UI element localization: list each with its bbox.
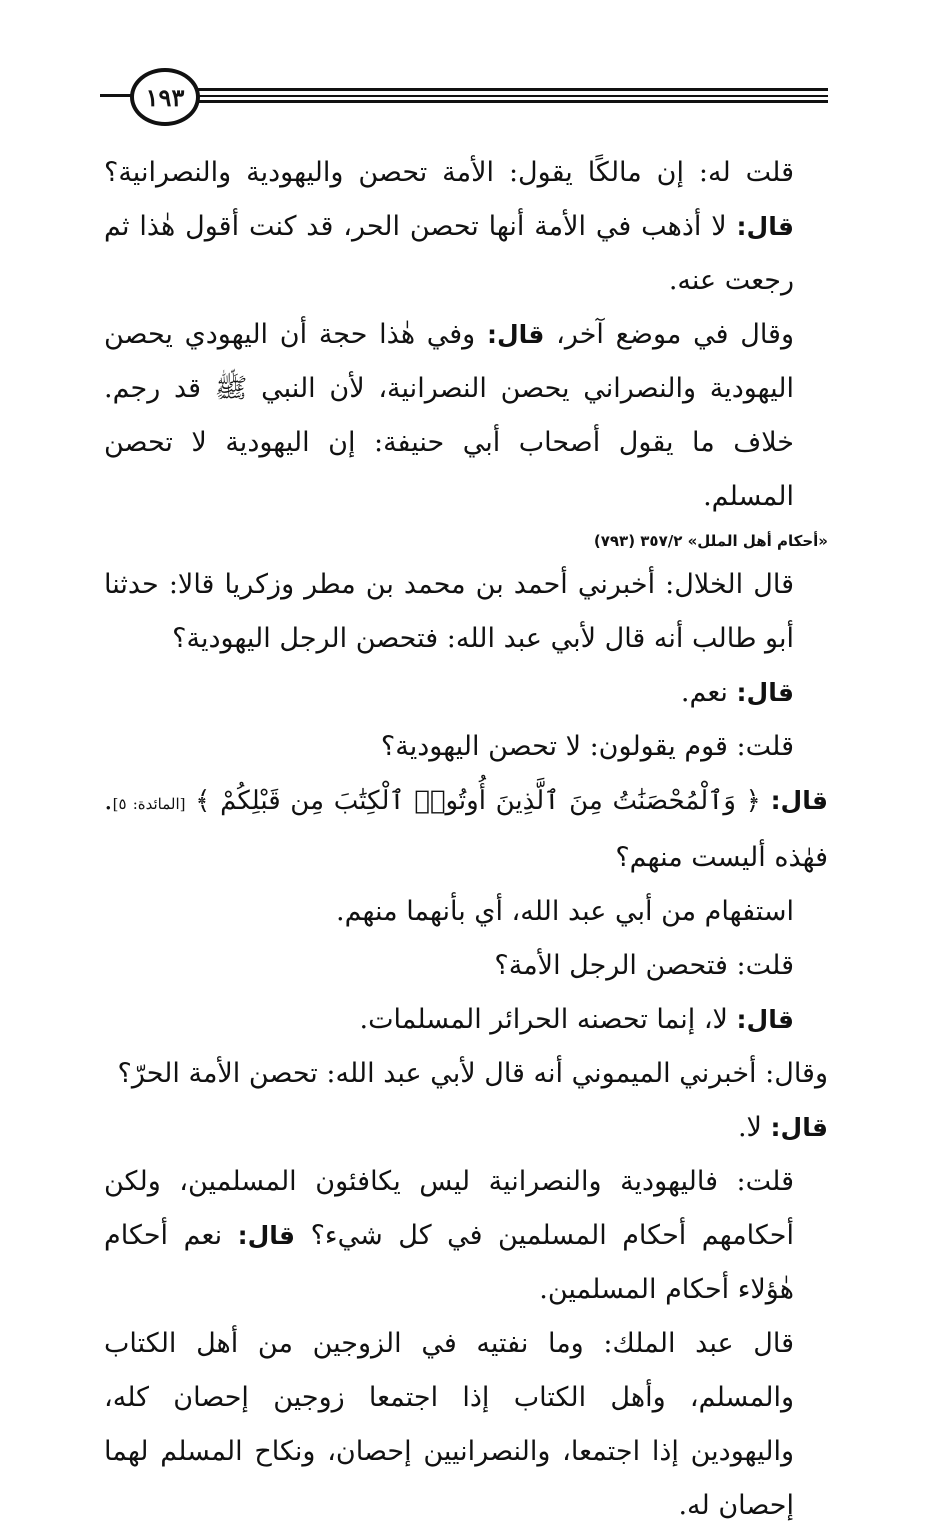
paragraph-13: قال عبد الملك: وما نفتيه في الزوجين من أهل الكتاب والمسلم، وأهل الكتاب إذا اجتمعا زوجين إحصان كله، واليهودين إذا اجتمعا، والنصرانيين إحصان، ونكاح المسلم لهما إحصان له. [104,1328,794,1521]
header-rule-middle [192,95,828,97]
paragraph-6 [104,774,828,885]
paragraph-3: قال الخلال: أخبرني أحمد بن محمد بن مطر وزكريا قالا: حدثنا أبو طالب أنه قال لأبي عبد الله: فتحصن الرجل اليهودية؟ [104,569,794,654]
quran-verse: ﴿ وَٱلْمُحْصَنَٰتُ مِنَ ٱلَّذِينَ أُوتُوا۟ ٱلْكِتَٰبَ مِن قَبْلِكُمْ ﴾ [185,786,771,816]
paragraph-9 [104,993,828,1047]
text: وفي هٰذا حجة أن اليهودي يحصن اليهودية والنصراني يحصن النصرانية، لأن النبي ﷺ قد رجم. خلاف ما يقول أصحاب أبي حنيفة: إن اليهودية لا تحصن المسلم. [104,319,794,512]
page-number: ١٩٣ [130,68,200,126]
text: قلت: فاليهودية والنصرانية ليس يكافئون المسلمين، ولكن أحكامهم أحكام المسلمين في كل شيء؟ [104,1166,794,1251]
speaker-label: قال: [486,320,545,349]
text: لا. [737,1112,771,1143]
paragraph-8: قلت: فتحصن الرجل الأمة؟ [494,950,794,981]
speaker-label: قال: [736,212,794,241]
paragraph-5: قلت: قوم يقولون: لا تحصن اليهودية؟ [380,731,794,762]
paragraph-10: وقال: أخبرني الميموني أنه قال لأبي عبد الله: تحصن الأمة الحرّ؟ [117,1058,828,1089]
text: نعم. [680,677,737,708]
sura-reference: [المائدة: ٥] [112,795,186,813]
text: وقال في موضع آخر، [544,319,794,350]
speaker-label: قال: [237,1221,296,1250]
source-citation: «أحكام أهل الملل» ٣٥٧/٢ (٧٩٣) [593,532,828,550]
text: نعم أحكام هٰؤلاء أحكام المسلمين. [104,1220,794,1305]
paragraph-1 [104,146,828,308]
speaker-label: قال: [736,678,794,707]
page-header [100,68,828,128]
header-rule-left [100,94,132,97]
text: . فهٰذه أليست منهم؟ [104,785,828,873]
paragraph-4 [104,666,828,720]
paragraph-11 [104,1101,828,1155]
text: لا أذهب في الأمة أنها تحصن الحر، قد كنت أقول هٰذا ثم رجعت عنه. [104,211,794,296]
text: قلت له: إن مالكًا يقول: الأمة تحصن واليهودية والنصرانية؟ [104,157,794,188]
header-rule-bottom [192,100,828,103]
page-body [104,146,828,1533]
speaker-label: قال: [736,1005,794,1034]
speaker-label: قال: [770,786,829,815]
paragraph-12 [104,1155,828,1317]
paragraph-2 [104,308,828,524]
text: لا، إنما تحصنه الحرائر المسلمات. [359,1004,737,1035]
header-rule-top [192,88,828,91]
paragraph-7: استفهام من أبي عبد الله، أي بأنهما منهم. [336,896,794,927]
speaker-label: قال: [770,1113,828,1142]
